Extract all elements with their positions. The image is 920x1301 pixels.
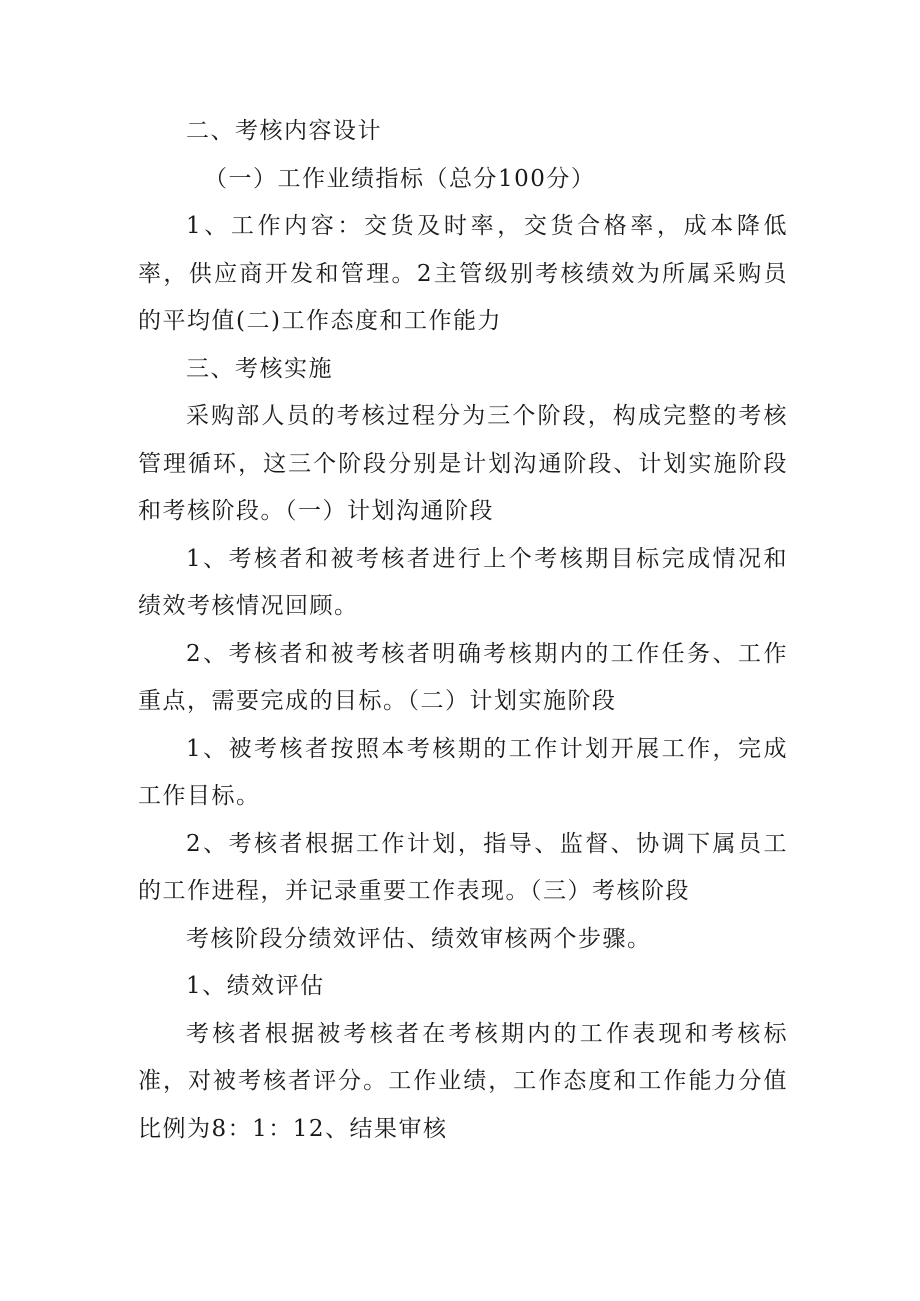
subheading-performance-indicators: （一）工作业绩指标（总分100分）: [204, 165, 596, 192]
paragraph-guide-supervise: 2、考核者根据工作计划，指导、监督、协调下属员工的工作进程，并记录重要工作表现。（三）考核阶段: [138, 830, 788, 904]
paragraph-scoring: 考核者根据被考核者在考核期内的工作表现和考核标准，对被考核者评分。工作业绩，工作态度和工作能力分值比例为8：1：12、结果审核: [138, 1020, 788, 1142]
paragraph-performance-evaluation: 1、绩效评估: [186, 973, 325, 999]
paragraph-three-stages: 采购部人员的考核过程分为三个阶段，构成完整的考核管理循环，这三个阶段分别是计划沟通阶段、计划实施阶段和考核阶段。（一）计划沟通阶段: [138, 403, 788, 524]
section-heading-content-design: 二、考核内容设计: [186, 118, 382, 144]
document-body: [138, 108, 788, 1153]
paragraph-work-content: 1、工作内容：交货及时率，交货合格率，成本降低率，供应商开发和管理。2主管级别考核绩效为所属采购员的平均值(二)工作态度和工作能力: [138, 213, 788, 334]
paragraph-clarify-tasks: 2、考核者和被考核者明确考核期内的工作任务、工作重点，需要完成的目标。（二）计划实施阶段: [138, 640, 788, 714]
section-heading-implementation: 三、考核实施: [186, 355, 333, 382]
paragraph-review-previous: 1、考核者和被考核者进行上个考核期目标完成情况和绩效考核情况回顾。: [138, 545, 788, 619]
paragraph-execute-plan: 1、被考核者按照本考核期的工作计划开展工作，完成工作目标。: [138, 735, 788, 809]
paragraph-assessment-steps: 考核阶段分绩效评估、绩效审核两个步骤。: [186, 925, 652, 952]
